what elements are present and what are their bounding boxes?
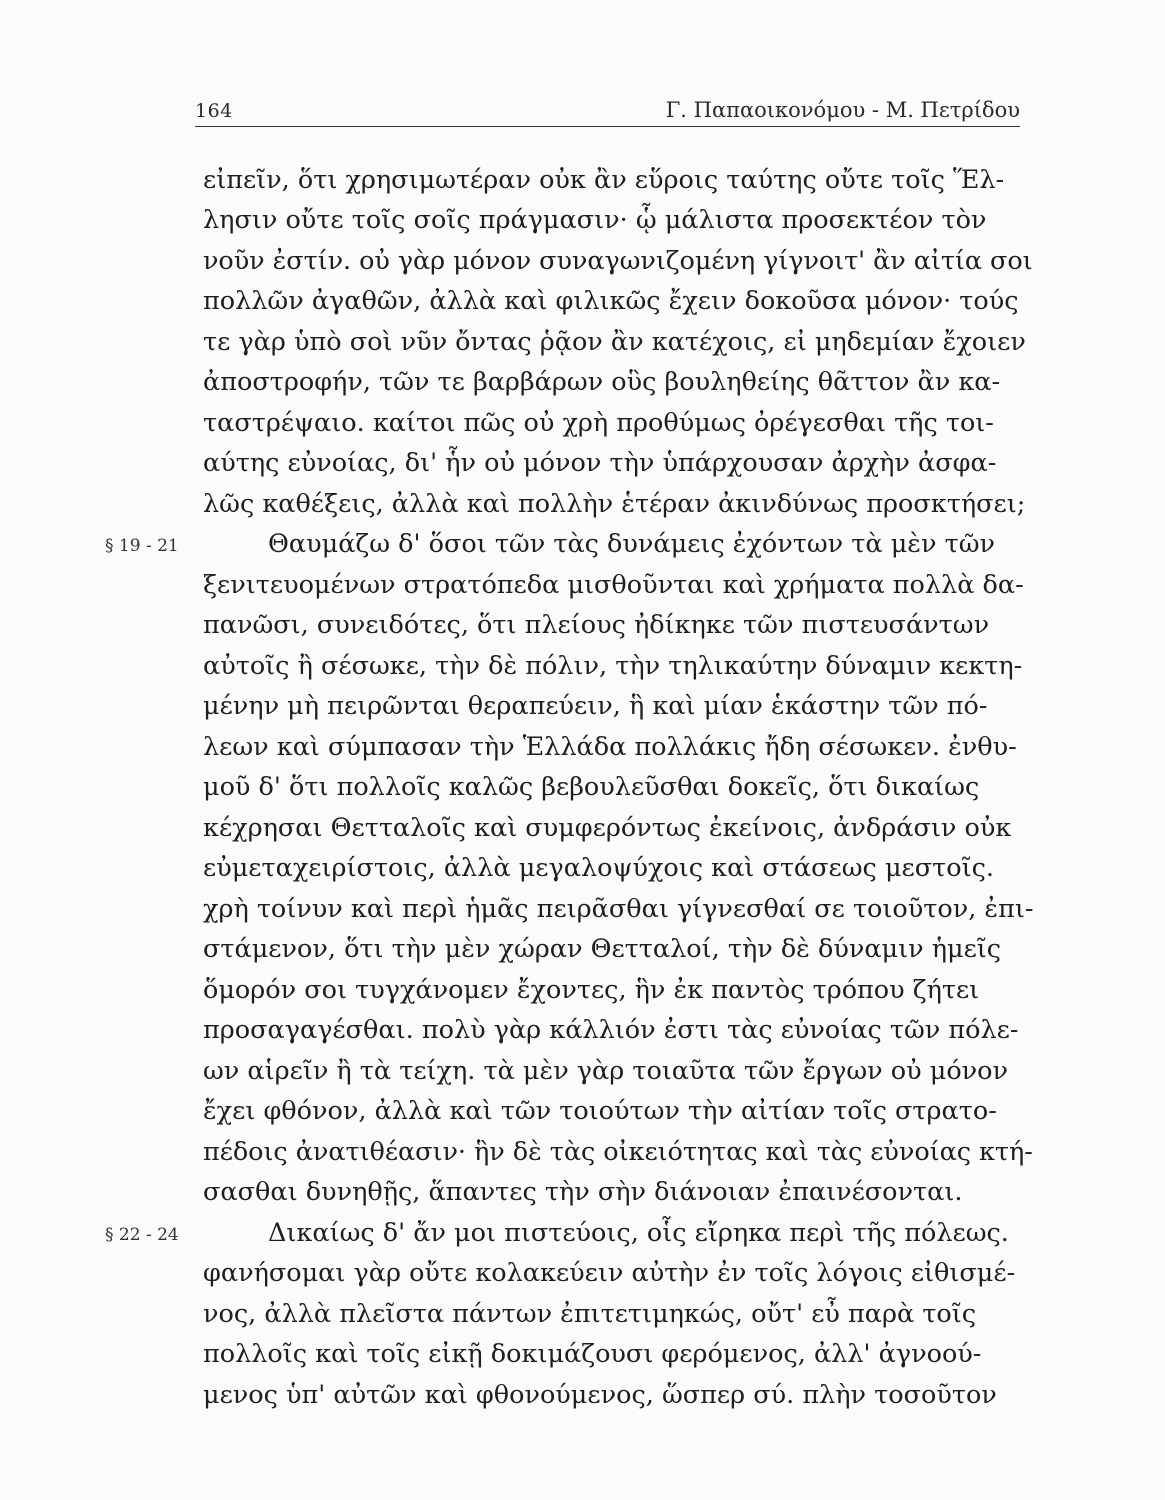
text-line: αύτης εὐνοίας, δι' ἧν οὐ μόνον τὴν ὑπάρχουσαν ἀρχὴν ἀσφα- bbox=[203, 448, 997, 478]
margin-reference: § 22 - 24 bbox=[105, 1225, 179, 1245]
text-line: σασθαι δυνηθῇς, ἅπαντες τὴν σὴν διάνοιαν ἐπαινέσονται. bbox=[203, 1177, 963, 1207]
page-number: 164 bbox=[195, 100, 233, 122]
text-line: ξενιτευομένων στρατόπεδα μισθοῦνται καὶ χρήματα πολλὰ δα- bbox=[203, 570, 1024, 600]
text-line: αὐτοῖς ἢ σέσωκε, τὴν δὲ πόλιν, τὴν τηλικαύτην δύναμιν κεκτη- bbox=[203, 651, 1023, 681]
text-line: μενος ὑπ' αὐτῶν καὶ φθονούμενος, ὥσπερ σύ. πλὴν τοσοῦτον bbox=[203, 1380, 997, 1410]
text-line: λησιν οὔτε τοῖς σοῖς πράγμασιν· ᾧ μάλιστα προσεκτέον τὸν bbox=[203, 205, 987, 235]
text-line: φανήσομαι γὰρ οὔτε κολακεύειν αὐτὴν ἐν τοῖς λόγοις εἰθισμέ- bbox=[203, 1258, 1016, 1288]
text-line: στάμενον, ὅτι τὴν μὲν χώραν Θετταλοί, τὴν δὲ δύναμιν ἡμεῖς bbox=[203, 934, 1002, 964]
text-line: χρὴ τοίνυν καὶ περὶ ἡμᾶς πειρᾶσθαι γίγνεσθαί σε τοιοῦτον, ἐπι- bbox=[203, 894, 1034, 924]
text-line: ἔχει φθόνον, ἀλλὰ καὶ τῶν τοιούτων τὴν αἰτίαν τοῖς στρατο- bbox=[203, 1096, 997, 1126]
paragraph-first-line: Θαυμάζω δ' ὅσοι τῶν τὰς δυνάμεις ἐχόντων τὰ μὲν τῶν bbox=[268, 529, 995, 559]
text-line: εὐμεταχειρίστοις, ἀλλὰ μεγαλοψύχοις καὶ στάσεως μεστοῖς. bbox=[203, 853, 994, 883]
paragraph-first-line: Δικαίως δ' ἄν μοι πιστεύοις, οἷς εἴρηκα περὶ τῆς πόλεως. bbox=[268, 1218, 1009, 1248]
text-line: ὅμορόν σοι τυγχάνομεν ἔχοντες, ἣν ἐκ παντὸς τρόπου ζήτει bbox=[203, 975, 980, 1005]
text-line: ταστρέψαιο. καίτοι πῶς οὐ χρὴ προθύμως ὀρέγεσθαι τῆς τοι- bbox=[203, 408, 994, 438]
text-line: ἀποστροφήν, τῶν τε βαρβάρων οὓς βουληθείης θᾶττον ἂν κα- bbox=[203, 367, 1001, 397]
text-line: κέχρησαι Θετταλοῖς καὶ συμφερόντως ἐκείνοις, ἀνδράσιν οὐκ bbox=[203, 813, 1012, 843]
text-line: λῶς καθέξεις, ἀλλὰ καὶ πολλὴν ἑτέραν ἀκινδύνως προσκτήσει; bbox=[203, 489, 1026, 519]
text-line: νοῦν ἐστίν. οὐ γὰρ μόνον συναγωνιζομένη γίγνοιτ' ἂν αἰτία σοι bbox=[203, 246, 1033, 276]
text-line: πολλῶν ἀγαθῶν, ἀλλὰ καὶ φιλικῶς ἔχειν δοκοῦσα μόνον· τούς bbox=[203, 286, 1019, 316]
text-line: εἰπεῖν, ὅτι χρησιμωτέραν οὐκ ἂν εὕροις ταύτης οὔτε τοῖς Ἕλ- bbox=[203, 165, 1005, 195]
text-line: ων αἱρεῖν ἢ τὰ τείχη. τὰ μὲν γὰρ τοιαῦτα τῶν ἔργων οὐ μόνον bbox=[203, 1056, 1009, 1086]
margin-reference: § 19 - 21 bbox=[105, 536, 179, 556]
text-line: τε γὰρ ὑπὸ σοὶ νῦν ὄντας ῥᾷον ἂν κατέχοις, εἰ μηδεμίαν ἔχοιεν bbox=[203, 327, 1026, 357]
text-line: πολλοῖς καὶ τοῖς εἰκῇ δοκιμάζουσι φερόμενος, ἀλλ' ἀγνοού- bbox=[203, 1339, 982, 1369]
text-line: μένην μὴ πειρῶνται θεραπεύειν, ἣ καὶ μίαν ἑκάστην τῶν πό- bbox=[203, 691, 988, 721]
text-line: προσαγαγέσθαι. πολὺ γὰρ κάλλιόν ἐστι τὰς εὐνοίας τῶν πόλε- bbox=[203, 1015, 1019, 1045]
running-head: Γ. Παπαοικονόμου - Μ. Πετρίδου bbox=[665, 98, 1020, 122]
text-line: πανῶσι, συνειδότες, ὅτι πλείους ἠδίκηκε τῶν πιστευσάντων bbox=[203, 610, 990, 640]
text-line: πέδοις ἀνατιθέασιν· ἣν δὲ τὰς οἰκειότητας καὶ τὰς εὐνοίας κτή- bbox=[203, 1137, 1033, 1167]
text-line: νος, ἀλλὰ πλεῖστα πάντων ἐπιτετιμηκώς, οὔτ' εὖ παρὰ τοῖς bbox=[203, 1299, 977, 1329]
text-line: λεων καὶ σύμπασαν τὴν Ἑλλάδα πολλάκις ἤδη σέσωκεν. ἐνθυ- bbox=[203, 732, 1017, 762]
text-line: μοῦ δ' ὅτι πολλοῖς καλῶς βεβουλεῦσθαι δοκεῖς, ὅτι δικαίως bbox=[203, 772, 980, 802]
